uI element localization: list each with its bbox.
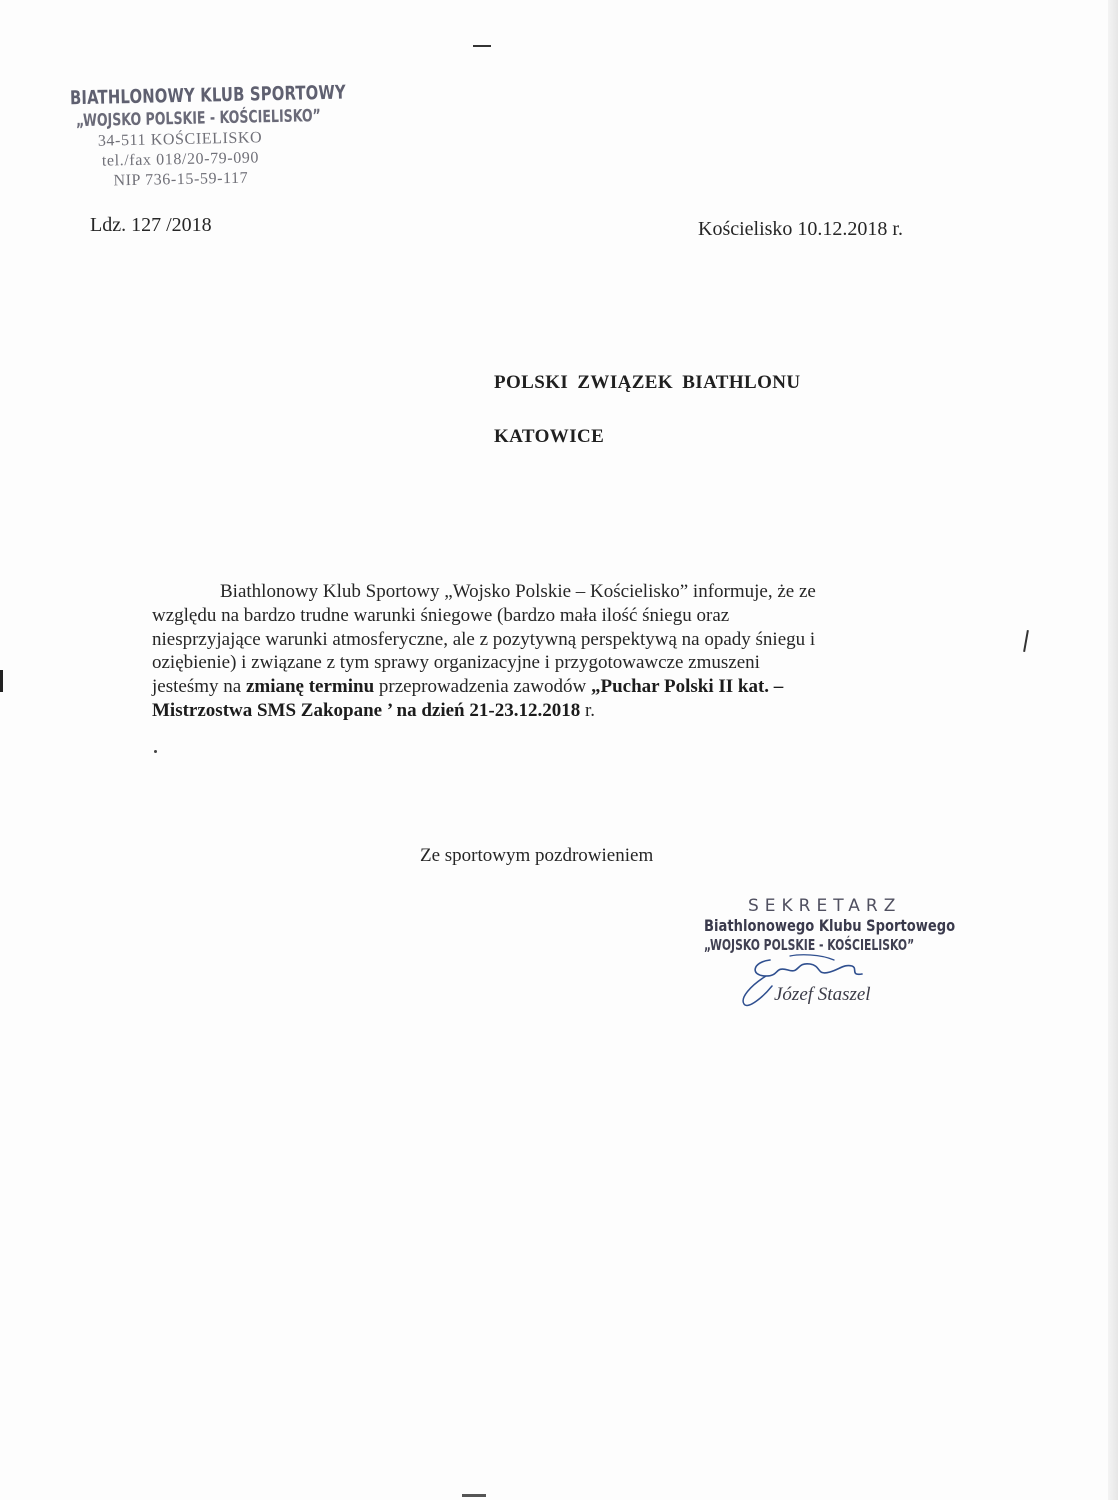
- place-date: Kościelisko 10.12.2018 r.: [698, 218, 903, 240]
- body-text-segment: przeprowadzenia zawodów: [374, 676, 591, 698]
- club-header-stamp: [39, 81, 346, 193]
- secretary-club-line: Biathlonowego Klubu Sportowego: [704, 916, 956, 935]
- stray-dot: [154, 750, 157, 753]
- stamp-nip: NIP 736-15-59-117: [113, 169, 249, 190]
- body-line: [152, 699, 952, 723]
- scan-mark-left: [0, 670, 3, 692]
- scan-mark-top: [473, 45, 491, 47]
- body-text-segment: jesteśmy na: [152, 676, 246, 698]
- scan-mark-bottom: [462, 1494, 486, 1497]
- body-line: względu na bardzo trudne warunki śniegowe (bardzo mała ilość śniegu oraz: [152, 604, 730, 626]
- scan-edge: [1108, 0, 1118, 1500]
- body-emphasis-event-name: „Puchar Polski II kat. –: [590, 676, 784, 698]
- body-line: oziębienie) i związane z tym sprawy organizacyjne i przygotowawcze zmuszeni: [152, 652, 760, 674]
- stamp-address: 34-511 KOŚCIELISKO: [97, 129, 263, 150]
- stamp-club-subtitle: „WOJSKO POLSKIE - KOŚCIELISKO”: [75, 106, 322, 132]
- handwritten-signature: [730, 946, 900, 1016]
- body-line: [152, 675, 952, 699]
- letter-body: [152, 580, 952, 723]
- recipient-name: POLSKI ZWIĄZEK BIATHLONU: [494, 372, 801, 393]
- reference-number: Ldz. 127 /2018: [90, 214, 212, 236]
- secretary-name: Józef Staszel: [774, 984, 871, 1005]
- body-emphasis-change-date: zmianę terminu: [245, 676, 375, 698]
- secretary-title: SEKRETARZ: [748, 896, 902, 916]
- recipient-city: KATOWICE: [494, 426, 605, 447]
- secretary-club-subtitle: „WOJSKO POLSKIE - KOŚCIELISKO”: [704, 936, 915, 954]
- closing-salutation: Ze sportowym pozdrowieniem: [420, 845, 654, 866]
- body-line: Biathlonowy Klub Sportowy „Wojsko Polskie – Kościelisko” informuje, że ze: [220, 581, 816, 602]
- body-text-segment: r.: [580, 699, 595, 721]
- stamp-phone: tel./fax 018/20-79-090: [101, 149, 260, 170]
- scan-mark-right: [1023, 630, 1029, 652]
- stamp-club-name: BIATHLONOWY KLUB SPORTOWY: [69, 81, 346, 110]
- body-line: niesprzyjające warunki atmosferyczne, ale z pozytywną perspektywą na opady śniegu i: [152, 628, 816, 650]
- body-emphasis-event-date: Mistrzostwa SMS Zakopane ’ na dzień 21-23.12.2018: [152, 699, 581, 721]
